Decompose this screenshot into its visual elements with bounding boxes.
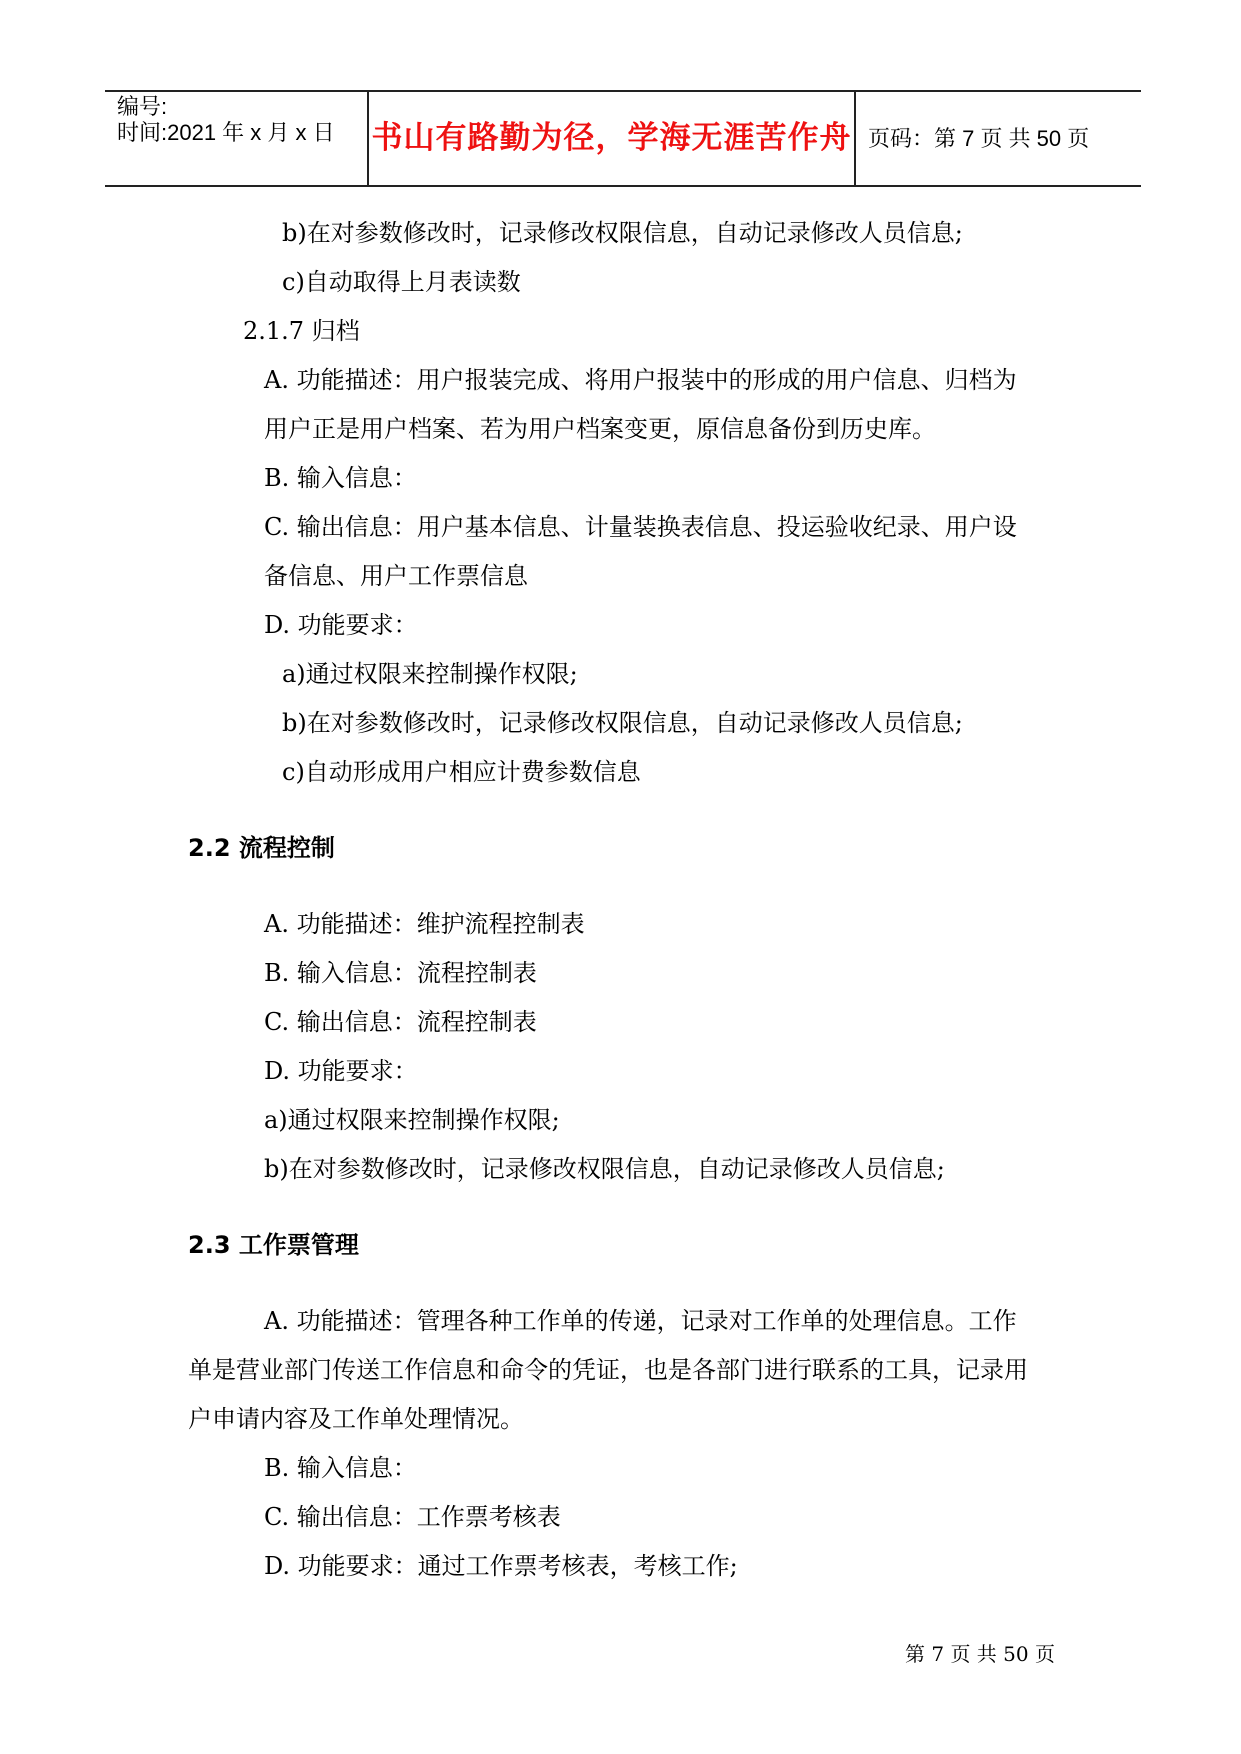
paragraph-line: D. 功能要求：: [264, 611, 418, 639]
document-date: 时间:2021 年 x 月 x 日: [117, 120, 335, 145]
paragraph-line: B. 输入信息：流程控制表: [264, 959, 537, 987]
document-number-label: 编号:: [117, 94, 168, 119]
paragraph-line: c)自动取得上月表读数: [282, 268, 521, 296]
paragraph-line: D. 功能要求：: [264, 1057, 418, 1085]
paragraph-line: c)自动形成用户相应计费参数信息: [282, 758, 641, 786]
paragraph-line: b)在对参数修改时，记录修改权限信息，自动记录修改人员信息;: [282, 219, 963, 247]
section-heading: 2.3 工作票管理: [188, 1231, 359, 1259]
header-motto-cell: [369, 92, 856, 185]
paragraph-line: A. 功能描述：维护流程控制表: [264, 910, 585, 938]
paragraph-line: C. 输出信息：用户基本信息、计量装换表信息、投运验收纪录、用户设: [264, 513, 1017, 541]
page-footer-number: 第 7 页 共 50 页: [905, 1642, 1055, 1666]
paragraph-line: 户申请内容及工作单处理情况。: [188, 1405, 524, 1433]
paragraph-line: C. 输出信息：工作票考核表: [264, 1503, 561, 1531]
header-page-cell: [856, 92, 1141, 185]
paragraph-line: B. 输入信息：: [264, 464, 417, 492]
header-meta-cell: [105, 92, 369, 185]
paragraph-line: A. 功能描述：管理各种工作单的传递，记录对工作单的处理信息。工作: [264, 1307, 1017, 1335]
paragraph-line: C. 输出信息：流程控制表: [264, 1008, 537, 1036]
paragraph-line: a)通过权限来控制操作权限;: [264, 1106, 560, 1134]
subsection-heading: 2.1.7 归档: [243, 317, 360, 345]
paragraph-line: B. 输入信息：: [264, 1454, 417, 1482]
paragraph-line: A. 功能描述：用户报装完成、将用户报装中的形成的用户信息、归档为: [264, 366, 1017, 394]
paragraph-line: 备信息、用户工作票信息: [264, 562, 528, 590]
header-motto: 书山有路勤为径，学海无涯苦作舟: [371, 120, 852, 156]
paragraph-line: b)在对参数修改时，记录修改权限信息，自动记录修改人员信息;: [282, 709, 963, 737]
paragraph-line: b)在对参数修改时，记录修改权限信息，自动记录修改人员信息;: [264, 1155, 945, 1183]
header-page-code: 页码：第 7 页 共 50 页: [868, 126, 1090, 151]
section-heading: 2.2 流程控制: [188, 834, 335, 862]
paragraph-line: a)通过权限来控制操作权限;: [282, 660, 578, 688]
paragraph-line: 单是营业部门传送工作信息和命令的凭证，也是各部门进行联系的工具，记录用: [188, 1356, 1028, 1384]
page-header: [105, 90, 1141, 187]
paragraph-line: 用户正是用户档案、若为用户档案变更，原信息备份到历史库。: [264, 415, 936, 443]
paragraph-line: D. 功能要求：通过工作票考核表，考核工作;: [264, 1552, 738, 1580]
